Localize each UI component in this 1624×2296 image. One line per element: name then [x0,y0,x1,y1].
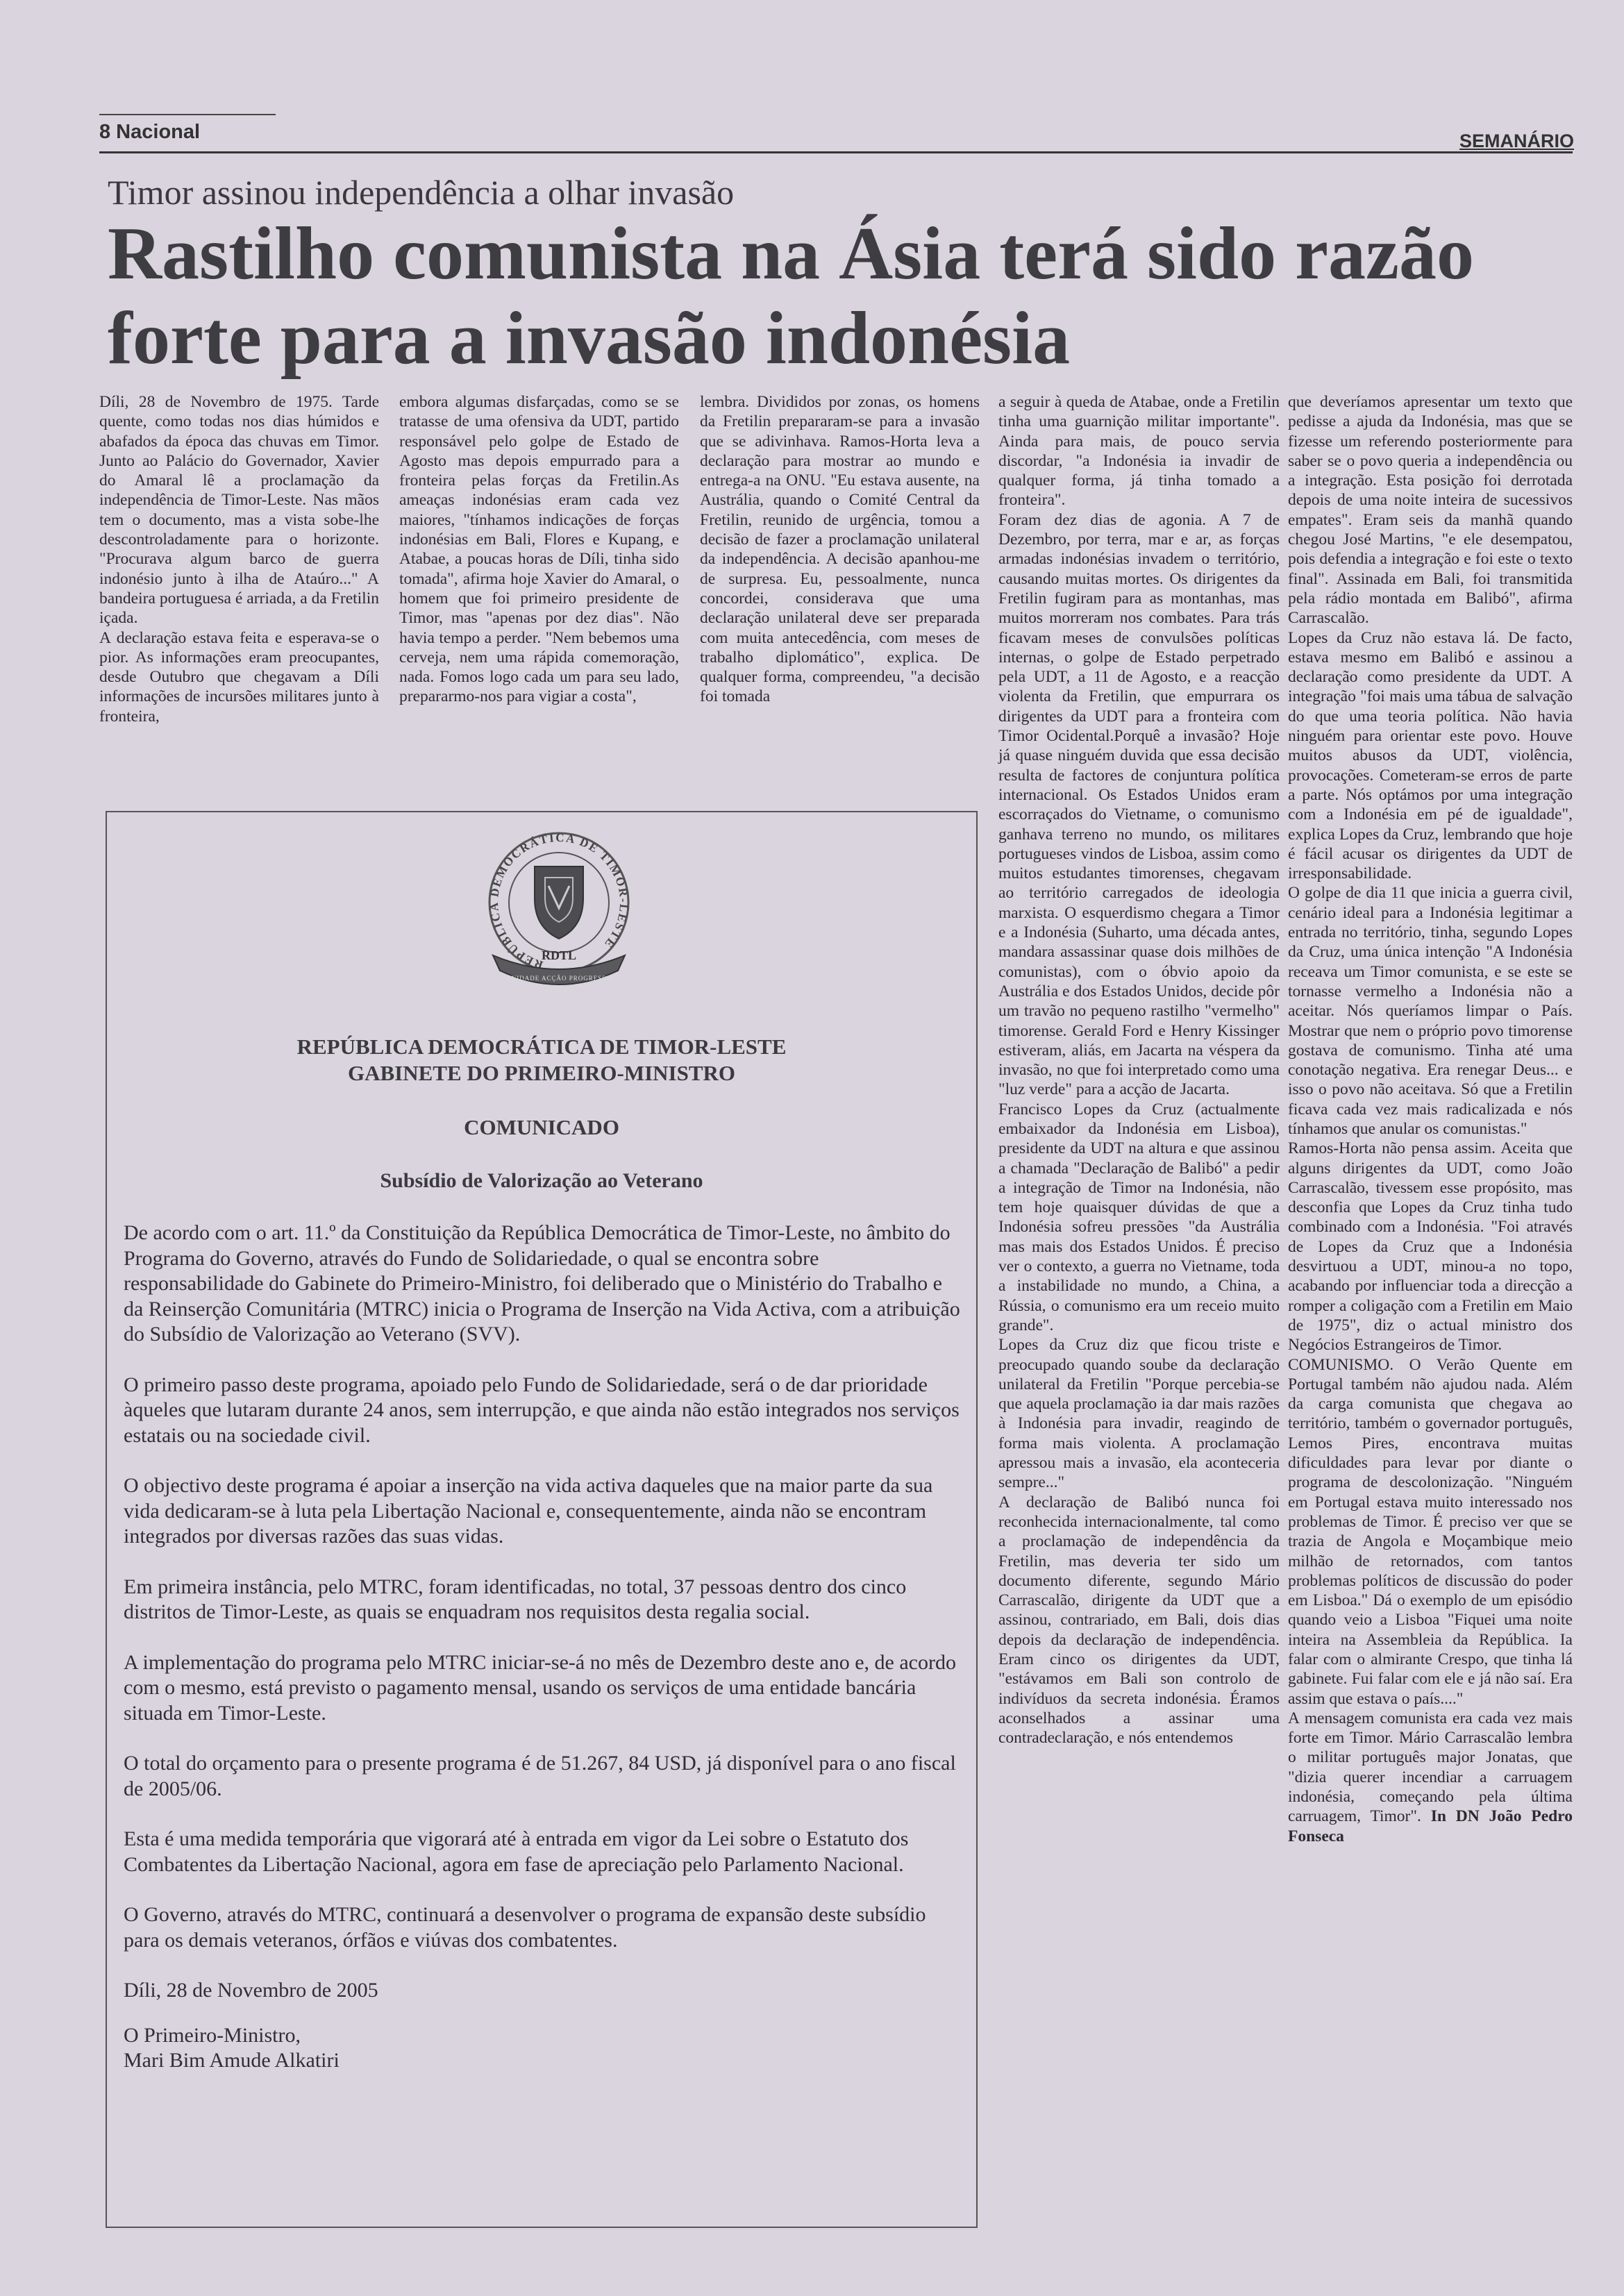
header-rule [99,151,1573,153]
signature-title: O Primeiro-Ministro, [124,2023,301,2047]
article-column-2 [399,392,679,809]
paragraph: Lopes da Cruz diz que ficou triste e preocupado quando soube da declaração unilateral da Fretilin "Porque percebia-se que aquela proclamação ia dar mais razões à Indonésia para invadir, reagindo de forma mais violenta. A proclamação apressou mais a invasão, ela aconteceria sempre..." [998,1336,1280,1492]
notice-subject: Subsídio de Valorização ao Veterano [380,1169,703,1192]
notice-org-line2: GABINETE DO PRIMEIRO-MINISTRO [347,1061,736,1085]
rdtl-emblem-icon [472,816,646,1004]
notice-signature [124,2023,964,2074]
paragraph: A declaração estava feita e esperava-se o pior. As informações eram preocupantes, desde Outubro que chegavam a Díli informações de incursões militares junto à fronteira, [99,628,379,726]
notice-paragraph: O objectivo deste programa é apoiar a inserção na vida activa daqueles que na maior parte da sua vida dedicaram-se à luta pela Libertação Nacional e, consequentemente, ainda não se encontram integrados por diversas razões das suas vidas. [124,1474,933,1548]
notice-paragraph: De acordo com o art. 11.º da Constituição da República Democrática de Timor-Leste, no âmbito do Programa do Governo, através do Fundo de Solidariedade, o qual se encontra sobre responsabilidade do Gabinete do Primeiro-Ministro, foi deliberado que o Ministério do Trabalho e da Reinserção Comunitária (MTRC) inicia o Programa de Inserção na Vida Activa, com a atribuição do Subsídio de Valorização ao Veterano (SVV). [124,1221,960,1346]
notice-paragraph: Esta é uma medida temporária que vigorará até à entrada em vigor da Lei sobre o Estatuto dos Combatentes da Libertação Nacional, agora em fase de apreciação pelo Parlamento Nacional. [124,1827,909,1876]
paragraph: Díli, 28 de Novembro de 1975. Tarde quente, como todas nos dias húmidos e abafados da época das chuvas em Timor. Junto ao Palácio do Governador, Xavier do Amaral lê a proclamação da independência de Timor-Leste. Nas mãos tem o documento, mas a vista sobe-lhe descontroladamente para o horizonte. "Procurava algum barco de guerra indonésio junto à ilha de Ataúro..." A bandeira portuguesa é arriada, a da Fretilin içada. [99,393,379,628]
notice-paragraph: O total do orçamento para o presente programa é de 51.267, 84 USD, já disponível para o ano fiscal de 2005/06. [124,1752,956,1800]
svg-text:UNIDADE ACÇÃO PROGRESSO: UNIDADE ACÇÃO PROGRESSO [506,975,612,982]
paragraph: lembra. Divididos por zonas, os homens da Fretilin prepararam-se para a invasão que se adivinhava. Ramos-Horta leva a declaração para mostrar ao mundo e entrega-a na ONU. "Eu estava ausente, na Austrália, quando o Comité Central da Fretilin, reunido de urgência, tomou a decisão de fazer a proclamação unilateral da independência. A decisão apanhou-me de surpresa. Eu, pessoalmente, nunca concordei, considerava que uma declaração unilateral deve ser preparada com muita antecedência, com meses de trabalho diplomático", explica. De qualquer forma, compreendeu, "a decisão foi tomada [700,393,980,706]
signature-name: Mari Bim Amude Alkatiri [124,2049,340,2072]
article-column-3 [700,392,980,809]
paragraph: Foram dez dias de agonia. A 7 de Dezembro, por terra, mar e ar, as forças armadas indonésias invadem o território, causando muitas mortes. Os dirigentes da Fretilin fugiram para as montanhas, mas muitos morreram nos combates. Para trás ficavam meses de convulsões políticas internas, o golpe de Estado perpetrado pela UDT, a 11 de Agosto, e a reacção violenta da Fretilin, que empurrara os dirigentes da UDT para a fronteira com Timor Ocidental.Porquê a invasão? Hoje já quase ninguém duvida que essa decisão resulta de factores de conjuntura política internacional. Os Estados Unidos eram escorraçados do Vietname, o comunismo ganhava terreno no mundo, os militares portugueses vindos de Lisboa, assim como muitos estudantes timorenses, chegavam ao território carregados de ideologia marxista. O esquerdismo chegara a Timor e a Indonésia (Suharto, uma década antes, mandara assassinar quase dois milhões de comunistas), com o óbvio apoio da Austrália e dos Estados Unidos, decide pôr um travão no pequeno rastilho "vermelho" timorense. Gerald Ford e Henry Kissinger estiveram, aliás, em Jacarta na véspera da invasão, no que foi interpretado como uma "luz verde" para a acção de Jacarta. [998,510,1280,1099]
paragraph: O golpe de dia 11 que inicia a guerra civil, cenário ideal para a Indonésia legitimar a entrada no território, tinha, segundo Lopes da Cruz, uma única intenção "A Indonésia receava um Timor comunista, e se este se tornasse vermelho a Indonésia não a aceitar. Nós queríamos limpar o País. Mostrar que nem o próprio povo timorense gostava de comunismo. Tinha até uma conotação negativa. Era renegar Deus... e isso o povo não aceitava. Só que a Fretilin ficava cada vez mais radicalizada e nós tínhamos que anular os comunistas." [1288,884,1573,1138]
notice-doc-type: COMUNICADO [464,1115,619,1139]
byline: In DN João Pedro Fonseca [1288,1807,1573,1845]
notice-paragraph: Em primeira instância, pelo MTRC, foram identificadas, no total, 37 pessoas dentro dos cinco distritos de Timor-Leste, as quais se enquadram nos requisitos desta regalia social. [124,1575,907,1623]
kicker: Timor assinou independência a olhar invasão [108,173,735,212]
paragraph: embora algumas disfarçadas, como se se tratasse de uma ofensiva da UDT, partido responsável pelo golpe de Estado de Agosto mas depois empurrado para a fronteira pelas forças da Fretilin.As ameaças indonésias eram cada vez maiores, "tínhamos indicações de forças indonésias em Bali, Flores e Kupang, e Atabae, a poucas horas de Díli, tinha sido tomada", afirma hoje Xavier do Amaral, o homem que foi primeiro presidente de Timor, mas "apenas por dez dias". Não havia tempo a perder. "Nem bebemos uma cerveja, nem uma rápida comemoração, nada. Fomos logo cada um para seu lado, prepararmo-nos para vigiar a costa", [399,393,679,706]
page-number-section: 8 Nacional [99,121,201,143]
article-column-1 [99,392,379,809]
notice-paragraph: O Governo, através do MTRC, continuará a desenvolver o programa de expansão deste subsídio para os demais veteranos, órfãos e viúvas dos combatentes. [124,1903,926,1952]
paragraph [1288,1709,1573,1846]
paragraph: Ramos-Horta não pensa assim. Aceita que alguns dirigentes da UDT, como João Carrascalão, tivessem esse propósito, mas desconfia que Lopes da Cruz tinha tudo combinado com a Indonésia. "Foi através de Lopes da Cruz que a Indonésia desvirtuou a UDT, minou-a no topo, acabando por influenciar toda a direcção a romper a coligação com a Fretilin em Maio de 1975", diz o actual ministro dos Negócios Estrangeiros de Timor. [1288,1139,1573,1355]
notice-paragraph: O primeiro passo deste programa, apoiado pelo Fundo de Solidariedade, será o de dar prioridade àqueles que lutaram durante 24 anos, sem interrupção, e que ainda não estão integrados nos serviços estatais ou na sociedade civil. [124,1373,960,1447]
paragraph: Lopes da Cruz não estava lá. De facto, estava mesmo em Balibó e assinou a declaração como presidente da UDT. A integração "foi mais uma tábua de salvação do que uma teoria política. Não havia ninguém para orientar este povo. Houve muitos abusos da UDT, violência, provocações. Cometeram-se erros de parte a parte. Nós optámos por uma integração com a Indonésia em pé de igualdade", explica Lopes da Cruz, lembrando que hoje é fácil acusar os dirigentes da UDT de irresponsabilidade. [1288,628,1573,883]
paragraph: Francisco Lopes da Cruz (actualmente embaixador da Indonésia em Lisboa), presidente da UDT na altura e que assinou a chamada "Declaração de Balibó" a pedir a integração de Timor na Indonésia, não tem hoje quaisquer dúvidas de que a Indonésia sofreu pressões "da Austrália mas mais dos Estados Unidos. É preciso ver o contexto, a guerra no Vietname, toda a instabilidade no mundo, a China, a Rússia, o comunismo era um receio muito grande". [998,1100,1280,1334]
paragraph: COMUNISMO. O Verão Quente em Portugal também não ajudou nada. Além da carga comunista que chegava ao território, também o governador português, Lemos Pires, encontrava muitas dificuldades para levar por diante o programa de descolonização. "Ninguém em Portugal estava muito interessado nos problemas de Timor. É preciso ver que se trazia de Angola e Moçambique meio milhão de retornados, com tantos problemas políticos de discussão do poder em Lisboa." Dá o exemplo de um episódio quando veio a Lisboa "Fiquei uma noite inteira na Assembleia da República. Ia falar com o almirante Crespo, que tinha lá gabinete. Fui falar com ele e já não saí. Era assim que estava o país...." [1288,1355,1573,1708]
notice-org-line1: REPÚBLICA DEMOCRÁTICA DE TIMOR-LESTE [296,1034,787,1059]
paragraph: que deveríamos apresentar um texto que pedisse a ajuda da Indonésia, mas que se fizesse um referendo posteriormente para saber se o povo queria a independência ou a integração. Esta posição foi derrotada depois de uma noite inteira de sucessivos empates". Eram seis da manhã quando chegou José Martins, "e ele desempatou, pois defendia a integração e foi este o texto final". Assinada em Bali, foi transmitida pela rádio montada em Balibó", afirma Carrascalão. [1288,393,1573,628]
headline: Rastilho comunista na Ásia terá sido razão forte para a invasão indonésia [108,212,1474,380]
masthead: SEMANÁRIO [1459,131,1574,151]
notice-paragraph: A implementação do programa pelo MTRC iniciar-se-á no mês de Dezembro deste ano e, de acordo com o mesmo, está previsto o pagamento mensal, usando os serviços de uma entidade bancária situada em Timor-Leste. [124,1650,956,1725]
paragraph-text: A mensagem comunista era cada vez mais forte em Timor. Mário Carrascalão lembra o militar português major Jonatas, que "dizia querer incendiar a carruagem indonésia, começando pela última carruagem, Timor". [1288,1709,1573,1826]
notice-body [124,1221,964,2074]
paragraph: a seguir à queda de Atabae, onde a Fretilin tinha uma guarnição militar importante". Ainda para mais, de pouco servia discordar, "a Indonésia ia invadir de qualquer forma, já tinha tomado a fronteira". [998,393,1280,510]
article-column-4 [998,392,1280,1748]
notice-date: Díli, 28 de Novembro de 2005 [124,1979,378,2002]
svg-text:REPÚBLICA DEMOCRÁTICA DE TIMOR: REPÚBLICA DEMOCRÁTICA DE TIMOR-LESTE [487,830,631,972]
paragraph: A declaração de Balibó nunca foi reconhecida internacionalmente, tal como a proclamação de independência da Fretilin, mas deveria ter sido um documento diferente, segundo Mário Carrascalão, dirigente da UDT que a assinou, contrariado, em Bali, dois dias depois da declaração de independência. Eram cinco os dirigentes da UDT, "estávamos em Bali son controlo de indivíduos da secreta indonésia. Éramos aconselhados a assinar uma contradeclaração, e nós entendemos [998,1493,1280,1748]
section-rule [99,114,276,115]
svg-text:RDTL: RDTL [541,948,577,962]
article-column-5 [1288,392,1573,1846]
